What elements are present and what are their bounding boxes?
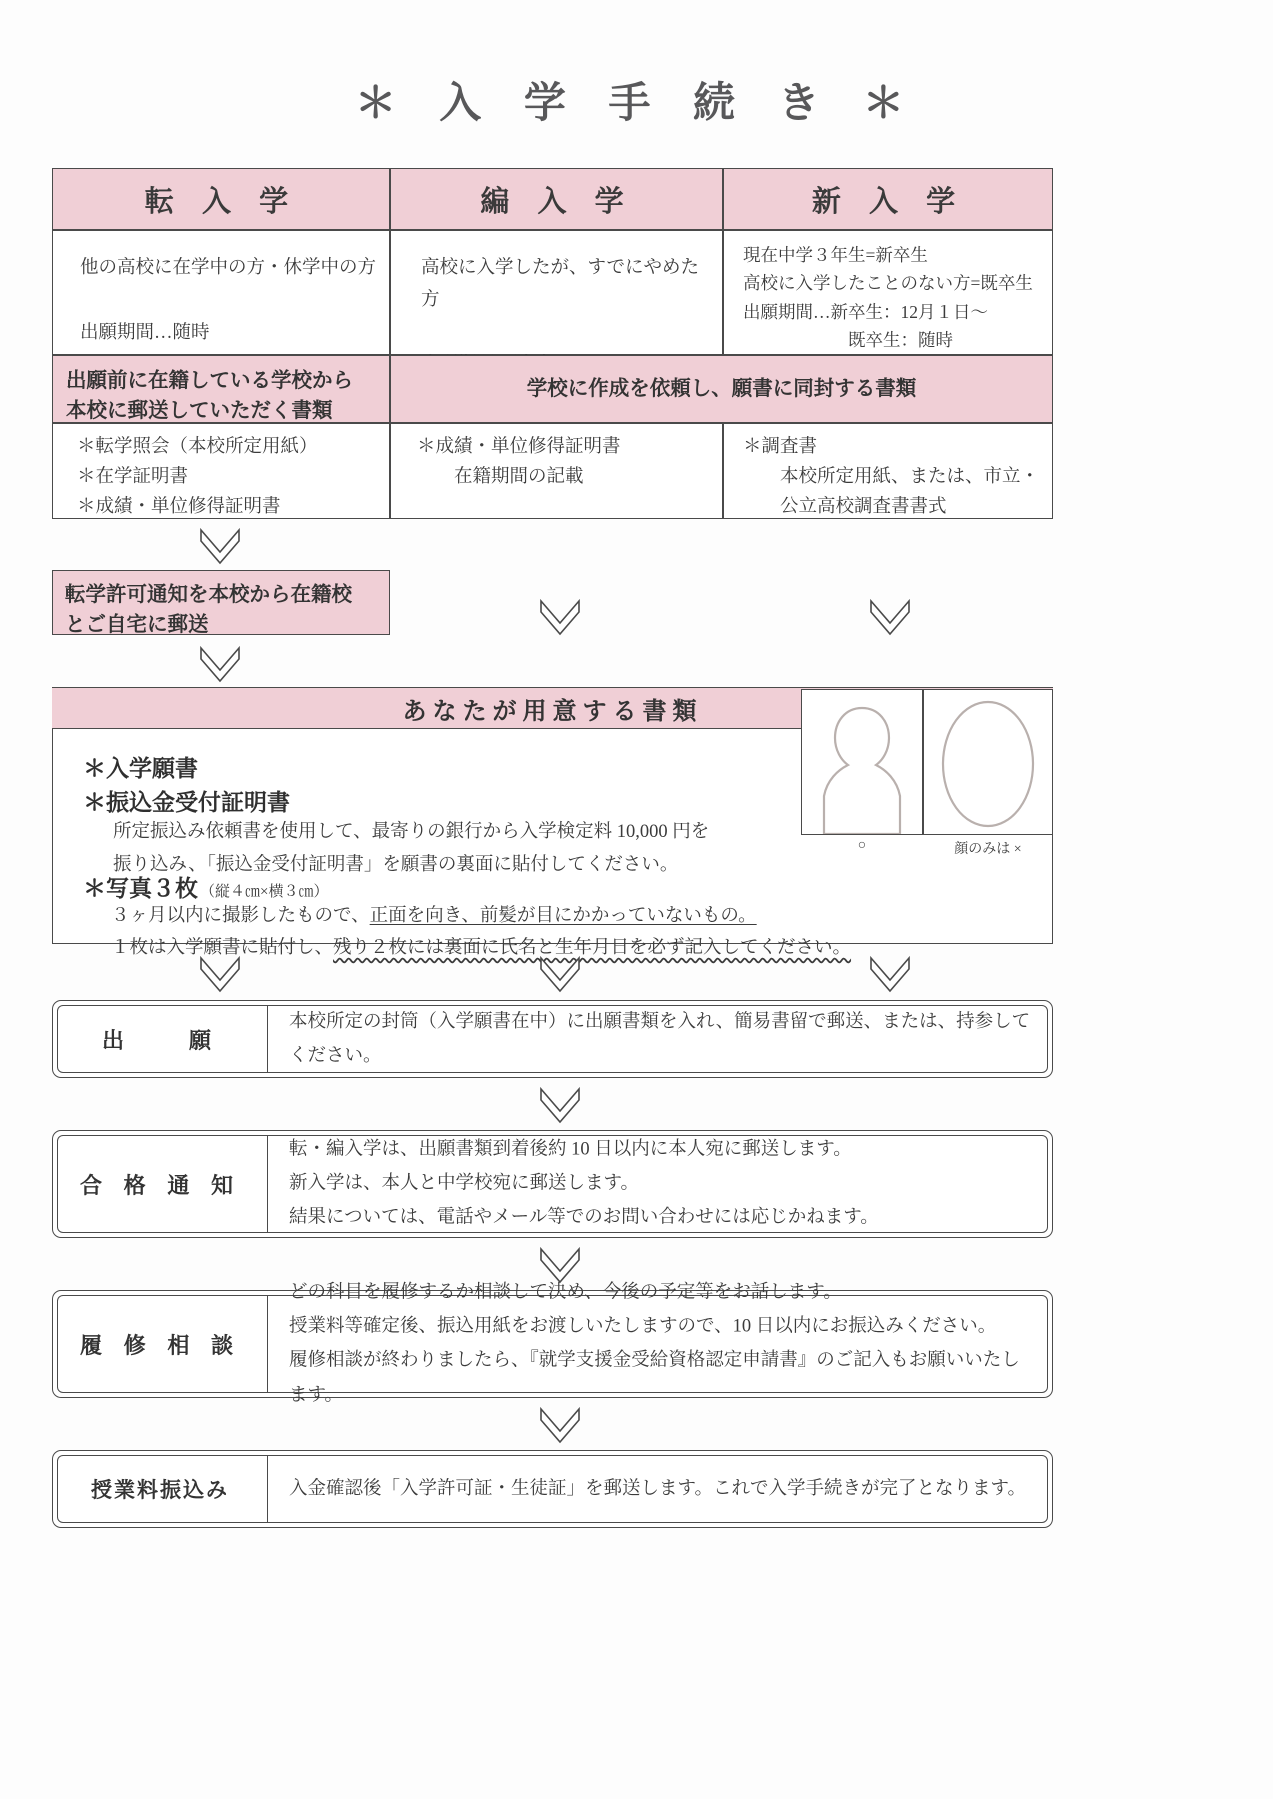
step-body-tuition-payment: 入金確認後「入学許可証・生徒証」を郵送します。これで入学手続きが完了となります。 — [289, 1478, 1027, 1499]
arrow-down-prepare-to-apply-1 — [198, 955, 242, 995]
step-divider-acceptance-notice — [267, 1136, 268, 1232]
step-row-application — [52, 1000, 1053, 1078]
prepare-photo-note-2a: １枚は入学願書に貼付し、 — [111, 938, 334, 958]
step-body-course-consultation: どの科目を履修するか相談して決め、今後の予定等をお話します。 授業料等確定後、振込用紙をお渡しいたしますので、10 日以内にお振込みください。 履修相談が終わりましたら、『就学支援金受給資格認定申請書』のご記入もお願いいたします。 — [289, 1282, 1020, 1406]
prepare-photo-note-2b: 残り２枚には裏面に氏名と生年月日を必ず記入してください。 — [333, 938, 852, 958]
doc-header-left — [52, 355, 390, 423]
eligibility-text-hennyugaku: 高校に入学したが、すでにやめた方 — [421, 258, 700, 311]
column-header-tennyugaku: 転 入 学 — [52, 168, 390, 230]
doc-list-text-tennyugaku: ＊転学照会（本校所定用紙） ＊在学証明書 ＊成績・単位修得証明書 — [77, 437, 318, 517]
arrow-down-prepare-to-apply-3 — [868, 955, 912, 995]
step-row-course-consultation — [52, 1282, 1053, 1406]
doc-list-cell-tennyugaku — [52, 423, 390, 519]
column-header-hennyugaku: 編 入 学 — [390, 168, 723, 230]
doc-list-text-hennyugaku: ＊成績・単位修得証明書 在籍期間の記載 — [417, 437, 621, 487]
step-label-acceptance-notice: 合 格 通 知 — [80, 1173, 240, 1199]
column-header-shinnyugaku: 新 入 学 — [723, 168, 1053, 230]
transfer-permit-box — [52, 570, 390, 635]
doc-header-left-text: 出願前に在籍している学校から 本校に郵送していただく書類 — [66, 368, 353, 422]
prepare-documents-box — [52, 687, 1053, 958]
arrow-down-permit-to-prepare — [198, 645, 242, 685]
eligibility-cell-shinnyugaku — [723, 230, 1053, 355]
doc-header-right — [390, 355, 1053, 423]
step-row-tuition-payment — [52, 1450, 1053, 1528]
prepare-item-application-form: ＊入学願書 — [83, 756, 198, 782]
step-divider-application — [267, 1006, 268, 1072]
step-divider-tuition-payment — [267, 1456, 268, 1522]
arrow-down-application-to-acceptance — [538, 1086, 582, 1126]
photo-sample-ng-caption: 顔のみは × — [954, 842, 1022, 857]
step-label-course-consultation: 履 修 相 談 — [80, 1333, 240, 1359]
doc-list-text-shinnyugaku: ＊調査書 本校所定用紙、または、市立・ 公立高校調査書書式 — [743, 437, 1040, 517]
photo-sample-ng-frame — [923, 689, 1053, 835]
prepare-item-photos-title: ＊写真３枚 — [83, 876, 198, 902]
photo-sample-ok-caption: ○ — [857, 838, 867, 853]
step-row-acceptance-notice — [52, 1130, 1053, 1238]
arrow-down-prepare-to-apply-2 — [538, 955, 582, 995]
page-title: ＊ 入 学 手 続 き ＊ — [354, 78, 919, 127]
prepare-photo-note-1a: ３ヶ月以内に撮影したもので、 — [111, 906, 370, 926]
prepare-photo-note-1 — [111, 900, 831, 933]
eligibility-cell-hennyugaku — [390, 230, 723, 355]
prepare-photo-note-1b: 正面を向き、前髪が目にかかっていないもの。 — [369, 906, 757, 926]
arrow-down-col3-to-prepare — [868, 598, 912, 638]
arrow-down-col2-to-prepare — [538, 598, 582, 638]
transfer-permit-text: 転学許可通知を本校から在籍校 とご自宅に郵送 — [65, 582, 352, 636]
doc-list-cell-shinnyugaku — [723, 423, 1053, 519]
photo-sample-ok-frame — [801, 689, 923, 835]
prepare-item-photos-size: （縦４㎝×横３㎝） — [200, 884, 329, 900]
prepare-item-payment-receipt-detail: 所定振込み依頼書を使用して、最寄りの銀行から入学検定料 10,000 円を 振り込み、「振込金受付証明書」を願書の裏面に貼付してください。 — [113, 822, 710, 876]
step-body-acceptance-notice: 転・編入学は、出願書類到着後約 10 日以内に本人宛に郵送します。 新入学は、本人と中学校宛に郵送します。 結果については、電話やメール等でのお問い合わせには応じかねます。 — [289, 1139, 879, 1229]
prepare-item-payment-receipt: ＊振込金受付証明書 — [83, 790, 290, 816]
eligibility-cell-tennyugaku — [52, 230, 390, 355]
prepare-banner: あなたが用意する書類 — [52, 687, 1053, 729]
step-label-tuition-payment: 授業料振込み — [91, 1478, 229, 1502]
step-label-application: 出 願 — [101, 1028, 218, 1054]
eligibility-text-shinnyugaku: 現在中学３年生=新卒生 高校に入学したことのない方=既卒生 出願期間…新卒生：12月１日～ 既卒生：随時 — [743, 245, 1033, 351]
doc-header-right-text: 学校に作成を依頼し、願書に同封する書類 — [526, 376, 917, 401]
arrow-down-col1-to-permit — [198, 527, 242, 567]
step-body-application: 本校所定の封筒（入学願書在中）に出願書類を入れ、簡易書留で郵送、または、持参して ください。 — [289, 1011, 1031, 1066]
doc-list-cell-hennyugaku — [390, 423, 723, 519]
eligibility-text-tennyugaku: 他の高校に在学中の方・休学中の方 出願期間…随時 — [80, 258, 377, 343]
step-divider-course-consultation — [267, 1296, 268, 1392]
